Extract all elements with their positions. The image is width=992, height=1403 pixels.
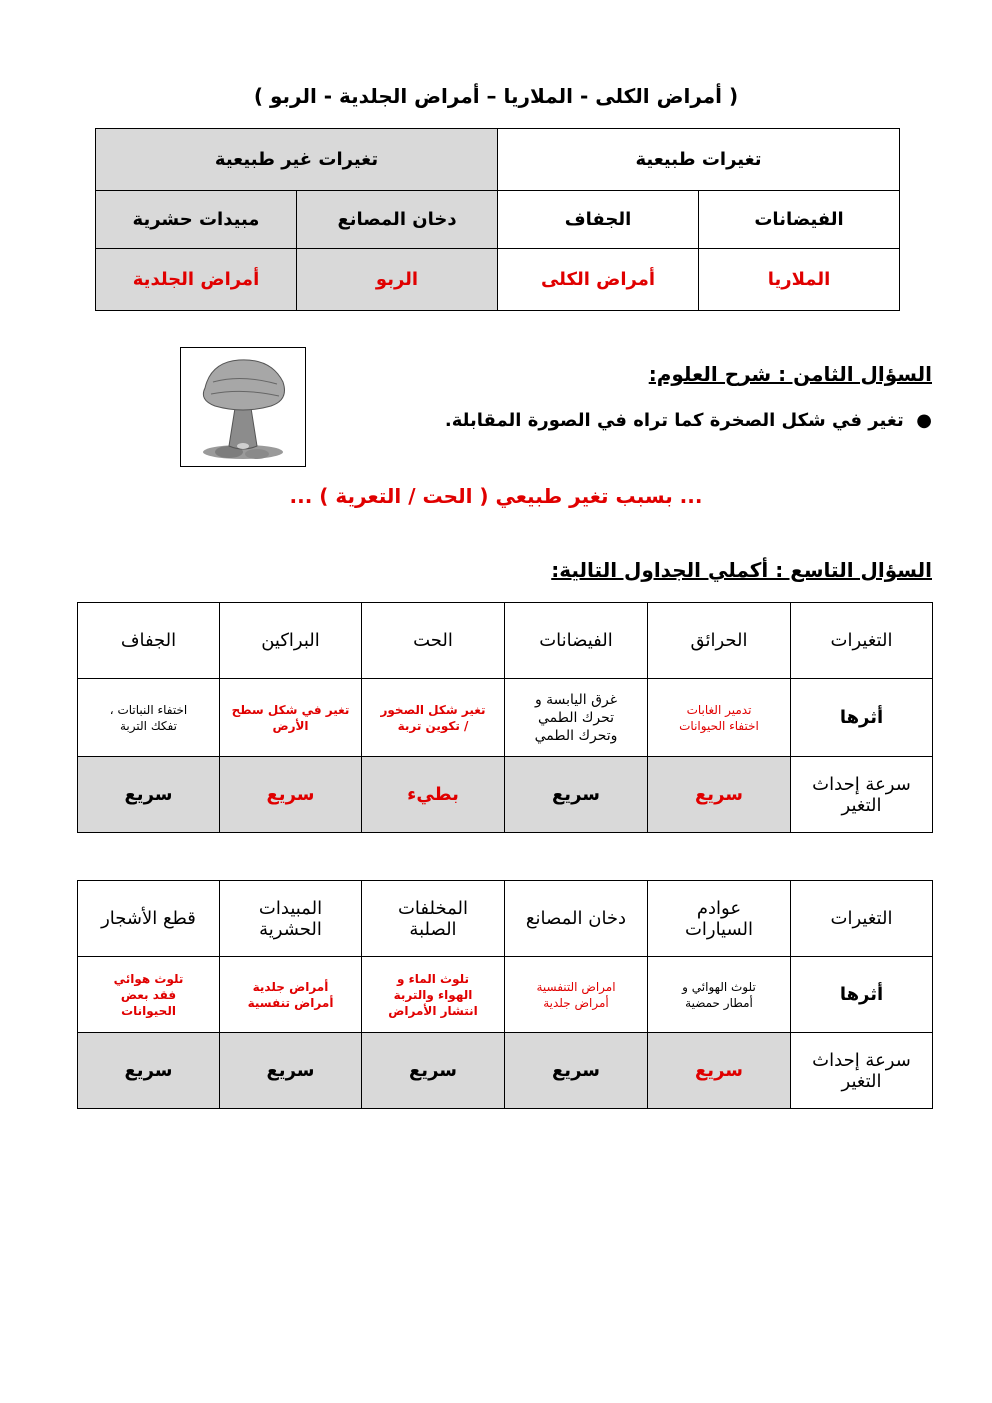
effect-floods-line: غرق اليابسة و xyxy=(534,691,618,708)
disease-skin: أمراض الجلدية xyxy=(96,249,297,311)
effect-deforestation xyxy=(78,957,220,1033)
speed-erosion: بطيء xyxy=(362,757,505,833)
row-header-effects: أثرها xyxy=(791,957,933,1033)
effect-car-exhaust-line: تلوث الهوائي و xyxy=(682,979,756,994)
effect-deforestation-line: فقد بعض xyxy=(120,987,177,1002)
change-factory-smoke-line: دخان المصانع xyxy=(525,908,627,929)
mushroom-rock-icon xyxy=(181,348,305,466)
speed-car-exhaust: سريع xyxy=(648,1033,791,1109)
effect-factory-smoke-line: أمراض جلدية xyxy=(543,995,609,1010)
cause-factory-smoke: دخان المصانع xyxy=(297,191,498,249)
effect-pesticides xyxy=(220,957,362,1033)
effect-factory-smoke xyxy=(505,957,648,1033)
effect-fires xyxy=(648,679,791,757)
effect-drought-line: اختفاء النباتات ، xyxy=(109,702,188,717)
row-header-changes: التغيرات xyxy=(791,603,933,679)
effect-volcanoes-line: الأرض xyxy=(272,718,309,733)
unnatural-changes-table xyxy=(77,880,933,1109)
rock-picture xyxy=(180,347,306,467)
change-drought: الجفاف xyxy=(78,603,220,679)
question-8-answer: ... بسبب تغير طبيعي ( الحت / التعرية ) ... xyxy=(289,484,703,508)
unnatural-changes-header: تغيرات غير طبيعية xyxy=(96,129,498,191)
change-solid-waste xyxy=(362,881,505,957)
effect-solid-waste-line: انتشار الأمراض xyxy=(388,1003,478,1018)
speed-fires: سريع xyxy=(648,757,791,833)
effect-volcanoes xyxy=(220,679,362,757)
cause-drought: الجفاف xyxy=(498,191,699,249)
effect-erosion-line: / تكوين تربة xyxy=(397,718,469,733)
effect-factory-smoke-line: امراض التنفسية xyxy=(536,979,616,994)
change-solid-waste-line: المخلفات xyxy=(397,897,468,919)
speed-solid-waste: سريع xyxy=(362,1033,505,1109)
row-header-speed: سرعة إحداث التغير xyxy=(791,757,933,833)
effect-solid-waste xyxy=(362,957,505,1033)
effect-floods xyxy=(505,679,648,757)
page-title: ( أمراض الكلى - الملاريا – أمراض الجلدية - الربو ) xyxy=(253,84,739,108)
change-solid-waste-line: الصلبة xyxy=(409,918,457,940)
cause-pesticides: مبيدات حشرية xyxy=(96,191,297,249)
effect-floods-line: تحرك الطمي xyxy=(537,709,615,726)
effect-fires-line: اختفاء الحيوانات xyxy=(679,718,759,733)
change-floods: الفيضانات xyxy=(505,603,648,679)
effect-pesticides-line: أمراض جلدية xyxy=(252,979,329,994)
question-8-bullet xyxy=(445,410,932,431)
effect-solid-waste-line: الهواء والتربة xyxy=(393,987,473,1002)
natural-changes-header: تغيرات طبيعية xyxy=(498,129,900,191)
row-header-effects: أثرها xyxy=(791,679,933,757)
effect-pesticides-line: أمراض تنفسية xyxy=(247,995,334,1010)
change-erosion: الحت xyxy=(362,603,505,679)
speed-pesticides: سريع xyxy=(220,1033,362,1109)
disease-kidney: أمراض الكلى xyxy=(498,249,699,311)
effect-drought xyxy=(78,679,220,757)
disease-malaria: الملاريا xyxy=(699,249,900,311)
question-9-title: السؤال التاسع : أكملي الجداول التالية: xyxy=(551,558,932,582)
cause-floods: الفيضانات xyxy=(699,191,900,249)
effect-drought-line: تفكك التربة xyxy=(120,718,177,733)
change-deforestation-line: قطع الأشجار xyxy=(101,908,196,929)
effect-car-exhaust xyxy=(648,957,791,1033)
change-pesticides-line: المبيدات xyxy=(258,897,323,919)
change-fires: الحرائق xyxy=(648,603,791,679)
effect-deforestation-line: تلوث هوائي xyxy=(113,971,184,986)
effect-volcanoes-line: تغير في شكل سطح xyxy=(231,702,350,717)
row-header-speed: سرعة إحداث التغير xyxy=(791,1033,933,1109)
speed-factory-smoke: سريع xyxy=(505,1033,648,1109)
effect-deforestation-line: الحيوانات xyxy=(121,1003,176,1018)
effect-erosion xyxy=(362,679,505,757)
effect-erosion-line: تغير شكل الصخور xyxy=(380,702,486,717)
speed-drought: سريع xyxy=(78,757,220,833)
change-car-exhaust-line: عوادم xyxy=(696,897,742,919)
change-deforestation xyxy=(78,881,220,957)
change-factory-smoke xyxy=(505,881,648,957)
change-car-exhaust-line: السيارات xyxy=(684,918,754,940)
speed-deforestation: سريع xyxy=(78,1033,220,1109)
effect-fires-line: تدمير الغابات xyxy=(686,702,752,717)
change-car-exhaust xyxy=(648,881,791,957)
speed-volcanoes: سريع xyxy=(220,757,362,833)
speed-floods: سريع xyxy=(505,757,648,833)
natural-changes-table xyxy=(77,602,933,833)
change-pesticides-line: الحشرية xyxy=(259,918,322,940)
disease-asthma: الربو xyxy=(297,249,498,311)
effect-solid-waste-line: تلوث الماء و xyxy=(396,971,470,986)
change-volcanoes: البراكين xyxy=(220,603,362,679)
diseases-table xyxy=(95,128,900,311)
effect-car-exhaust-line: أمطار حمضية xyxy=(685,995,753,1010)
row-header-changes: التغيرات xyxy=(791,881,933,957)
effect-floods-line: وتحرك الطمي xyxy=(534,727,618,744)
bullet-icon: ● xyxy=(903,410,932,431)
question-8-title: السؤال الثامن : شرح العلوم: xyxy=(648,362,932,386)
change-pesticides xyxy=(220,881,362,957)
question-8-text: تغير في شكل الصخرة كما تراه في الصورة المقابلة. xyxy=(444,410,904,431)
